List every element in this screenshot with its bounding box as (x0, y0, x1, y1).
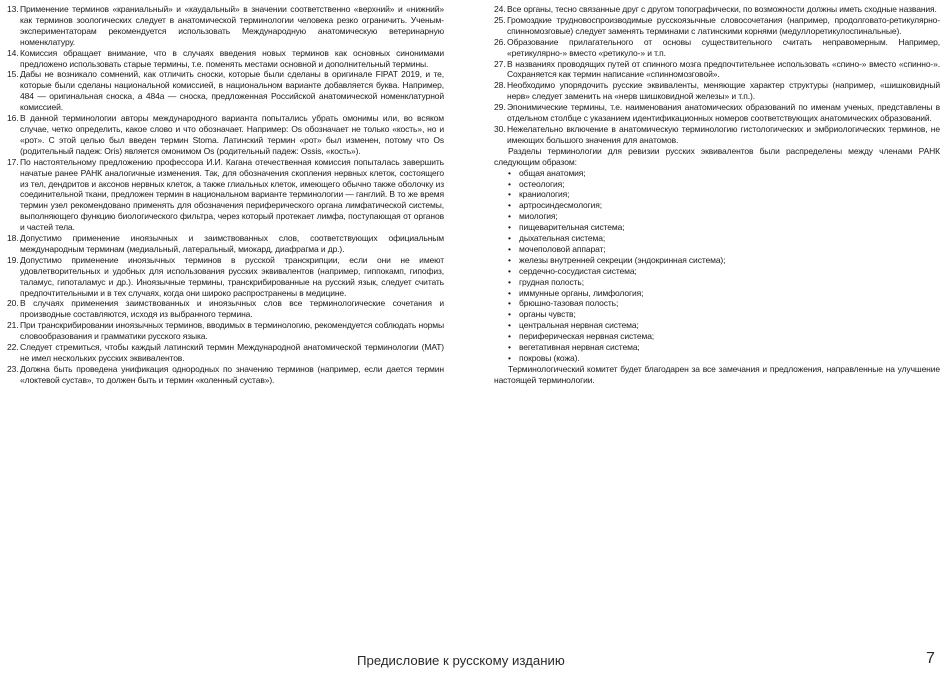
list-item (494, 4, 940, 15)
list-item (7, 320, 444, 342)
section-item: • иммунные органы, лимфология; (494, 288, 940, 299)
section-item: • грудная полость; (494, 277, 940, 288)
item-text: Образование прилагательного от основы существительного считать неправомерным. Например, «ретикулярно-» вместо «ретикуло-» и т.п. (507, 36, 940, 58)
section-item: • железы внутренней секреции (эндокринная система); (494, 255, 940, 266)
section-item: • периферическая нервная система; (494, 331, 940, 342)
item-text: Комиссия обращает внимание, что в случаях введения новых терминов как основных синонимами предложено использовать старые термины, т.е. поменять местами основной и дополнительный термины. (20, 47, 444, 69)
item-text: Следует стремиться, чтобы каждый латинский термин Международной анатомической терминологии (МАТ) не имел нескольких русских эквивалентов. (20, 342, 444, 363)
item-text: Эпонимические термины, т.е. наименования анатомических образований по именам ученых, представлены в отдельном столбце с указанием идентификационных номеров соответствующих анатомических образований. (507, 102, 940, 124)
item-text: В данной терминологии авторы международного варианта попытались убрать омонимы или, во всяком случае, четко определить, какое слово и что обозначает. Например: Os обозначает не только «кость», но и «рот». С этой целью был введен термин Stoma. Латинский термин «рот» был изменен, потому что Os (родительный падеж: Oris) является омонимом Os (родительный падеж: Ossis, «кость»). (20, 113, 444, 156)
item-number: 13. (7, 4, 19, 14)
section-item: • дыхательная система; (494, 233, 940, 244)
section-item: • сердечно-сосудистая система; (494, 266, 940, 277)
item-number: 24. (494, 4, 506, 14)
item-number: 27. (494, 58, 506, 69)
item-number: 14. (7, 47, 19, 58)
item-text: В названиях проводящих путей от спинного мозга предпочтительнее использовать «спино-» вместо «спинно-». Сохраняется как термин написание «спинномозговой». (507, 58, 940, 80)
item-text: При транскрибировании иноязычных терминов, вводимых в терминологию, рекомендуется соблюдать нормы словообразования и грамматики русского языка. (20, 320, 444, 342)
section-item: • брюшно-тазовая полость; (494, 298, 940, 309)
section-item: • артросиндесмология; (494, 200, 940, 211)
list-item (7, 298, 444, 320)
list-item (7, 69, 444, 113)
running-footer-title: Предисловие к русскому изданию (357, 653, 565, 668)
item-number: 28. (494, 80, 506, 91)
item-text: По настоятельному предложению профессора И.И. Кагана отечественная комиссия попыталась завершить начатые ранее РАНК аналогичные изменения. Так, для обозначения скопления нервных клеток, состоящего из тел, дендритов и аксонов нервных клеток, а также глиальных клеток, имеющего обычно также оболочку из соединительной ткани, предложен термин в национальном варианте терминологии — ганглий. В то же время термин узел рекомендовано применять для обозначения периферического органа лимфатической системы, выполняющего функцию биологического фильтра, через который протекает лимфа, поступающая от органов и частей тела. (20, 156, 444, 233)
list-item (7, 113, 444, 157)
item-text: Необходимо упорядочить русские эквиваленты, меняющие характер структуры (например, «шишковидный нерв» следует заменить на «нерв шишковидной железы» и т.п.). (507, 80, 940, 102)
item-number: 21. (7, 320, 19, 331)
list-item (7, 4, 444, 48)
section-item: • краниология; (494, 189, 940, 200)
item-text: Нежелательно включение в анатомическую терминологию гистологических и эмбриологических терминов, не имеющих большого значения для анатомов. (507, 123, 940, 145)
left-column (7, 4, 444, 386)
page-number: 7 (926, 650, 935, 667)
section-item: • вегетативная нервная система; (494, 342, 940, 353)
item-number: 29. (494, 102, 506, 113)
item-number: 23. (7, 363, 19, 374)
list-item (494, 124, 940, 146)
item-text: Дабы не возникало сомнений, как отличить сноски, которые были сделаны в оригинале FIPAT 2019, и те, которые были сделаны национальной комиссией, в национальном варианте добавляется буква. Например, 484 — оригинальная сноска, а 484а — сноска, предложенная Российской анатомической номенклатурной комиссией. (20, 69, 444, 113)
list-item (7, 233, 444, 255)
list-item (494, 102, 940, 124)
list-item (7, 157, 444, 233)
section-item: • остеология; (494, 179, 940, 190)
item-number: 22. (7, 342, 19, 353)
list-item (7, 364, 444, 386)
item-number: 30. (494, 123, 506, 134)
section-item: • миология; (494, 211, 940, 222)
section-item: • пищеварительная система; (494, 222, 940, 233)
sections-intro: Разделы терминологии для ревизии русских эквивалентов были распределены между членами РАНК следующим образом: (494, 145, 940, 167)
section-item: • органы чувств; (494, 309, 940, 320)
item-number: 18. (7, 233, 19, 244)
section-item: • центральная нервная система; (494, 320, 940, 331)
list-item (494, 37, 940, 59)
section-item: • мочеполовой аппарат; (494, 244, 940, 255)
section-item: • общая анатомия; (494, 168, 940, 179)
list-item (7, 48, 444, 70)
item-text: Допустимо применение иноязычных терминов в русской транскрипции, если они не имеют удовлетворительных и удобных для использования русских эквивалентов (например, гиппокамп, гипофиз, таламус, гипоталамус и др.). Иноязычные термины, транскрибированные на русский язык, следует считать предпочтительными и в тех случаях, когда они широко распространены в медицине. (20, 254, 444, 298)
item-number: 17. (7, 156, 19, 167)
item-number: 19. (7, 254, 19, 265)
item-number: 26. (494, 36, 506, 47)
item-number: 20. (7, 298, 19, 309)
item-number: 25. (494, 14, 506, 25)
item-text: Громоздкие трудновоспроизводимые русскоязычные словосочетания (например, продолговато-ретикулярно-спинномозговые) следует заменять терминами с латинскими корнями (медуллоретикулоспинальные). (507, 14, 940, 36)
list-item (494, 15, 940, 37)
right-column (494, 4, 940, 386)
list-item (7, 342, 444, 364)
item-text: Допустимо применение иноязычных и заимствованных слов, соответствующих официальным международным терминам (медиальный, латеральный, миокард, диафрагма и др.). (20, 233, 444, 254)
section-item: • покровы (кожа). (494, 353, 940, 364)
item-number: 16. (7, 113, 19, 124)
list-item (494, 59, 940, 81)
item-number: 15. (7, 69, 19, 80)
item-text: Все органы, тесно связанные друг с другом топографически, по возможности должны иметь сходные названия. (507, 4, 937, 14)
list-item (494, 80, 940, 102)
closing-paragraph: Терминологический комитет будет благодарен за все замечания и предложения, направленные на улучшение настоящей терминологии. (494, 363, 940, 385)
list-item (7, 255, 444, 299)
item-text: Применение терминов «краниальный» и «каудальный» в значении соответственно «верхний» и «нижний» как терминов зоологических следует в анатомической терминологии человека резко ограничить. Ученым-экспериментаторам рекомендуется использовать Международную анатомическую ветеринарную номенклатуру. (20, 4, 444, 47)
item-text: В случаях применения заимствованных и иноязычных слов все терминологические сочетания и производные составляются, исходя из выбранного термина. (20, 298, 444, 320)
item-text: Должна быть проведена унификация однородных по значению терминов (например, если дается термин «локтевой сустав», то должен быть и термин «коленный сустав»). (20, 363, 444, 385)
sections-list (494, 168, 940, 364)
